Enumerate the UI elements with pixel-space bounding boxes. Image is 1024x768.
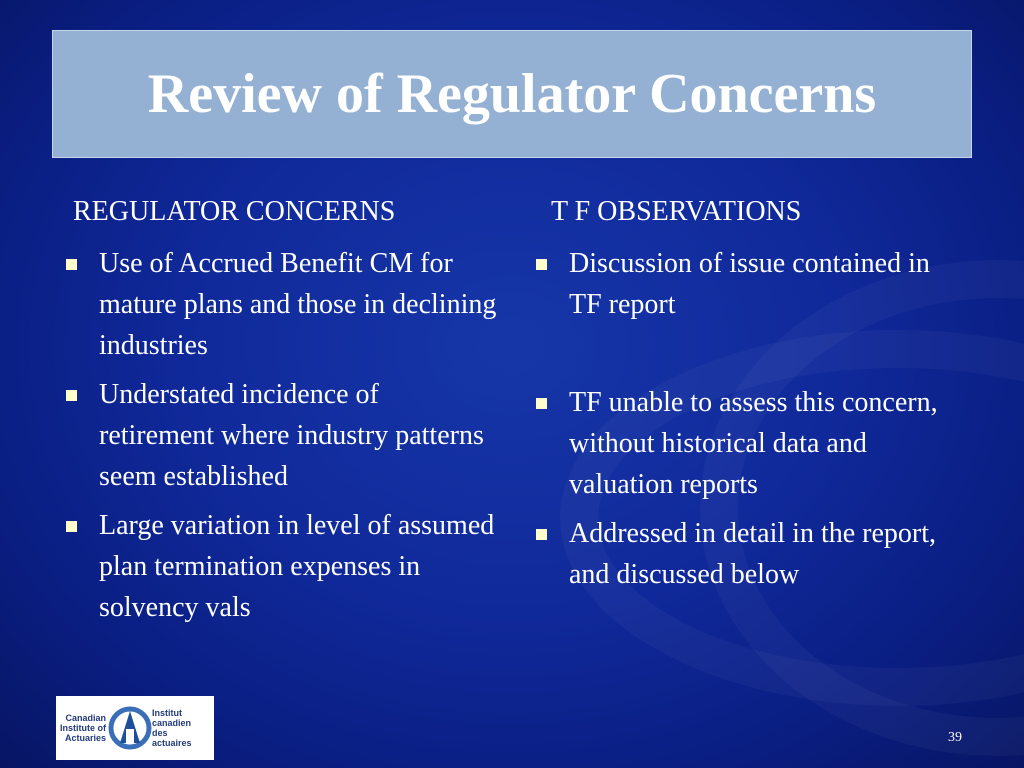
right-column-heading: T F OBSERVATIONS (551, 196, 802, 227)
left-bullet-list (60, 243, 500, 628)
list-item-text: Use of Accrued Benefit CM for mature plans and those in declining industries (99, 248, 497, 361)
list-item (60, 243, 500, 366)
square-bullet-icon (66, 390, 77, 401)
list-item-text: Discussion of issue contained in TF report (569, 248, 930, 320)
square-bullet-icon (536, 259, 547, 270)
page-number: 39 (948, 730, 962, 745)
list-item (60, 505, 500, 628)
slide-title: Review of Regulator Concerns (147, 63, 877, 125)
list-item-text: Addressed in detail in the report, and discussed below (569, 518, 937, 590)
logo-text-french: Institut canadien des actuaires (152, 708, 192, 748)
square-bullet-icon (536, 529, 547, 540)
square-bullet-icon (66, 521, 77, 532)
list-item (530, 513, 960, 595)
cia-logo-icon (106, 703, 152, 753)
square-bullet-icon (66, 259, 77, 270)
square-bullet-icon (536, 398, 547, 409)
list-item-text: Large variation in level of assumed plan termination expenses in solvency vals (99, 510, 495, 623)
list-item-text: Understated incidence of retirement where industry patterns seem established (99, 379, 484, 492)
title-box (52, 30, 972, 158)
left-column-heading: REGULATOR CONCERNS (73, 196, 396, 227)
list-item (60, 374, 500, 497)
right-bullet-list (530, 243, 960, 595)
logo-text-english: Canadian Institute of Actuaries (60, 713, 106, 743)
cia-logo (56, 696, 214, 760)
list-item (530, 382, 960, 505)
list-item-text: TF unable to assess this concern, without historical data and valuation reports (569, 387, 938, 500)
list-item (530, 243, 960, 325)
